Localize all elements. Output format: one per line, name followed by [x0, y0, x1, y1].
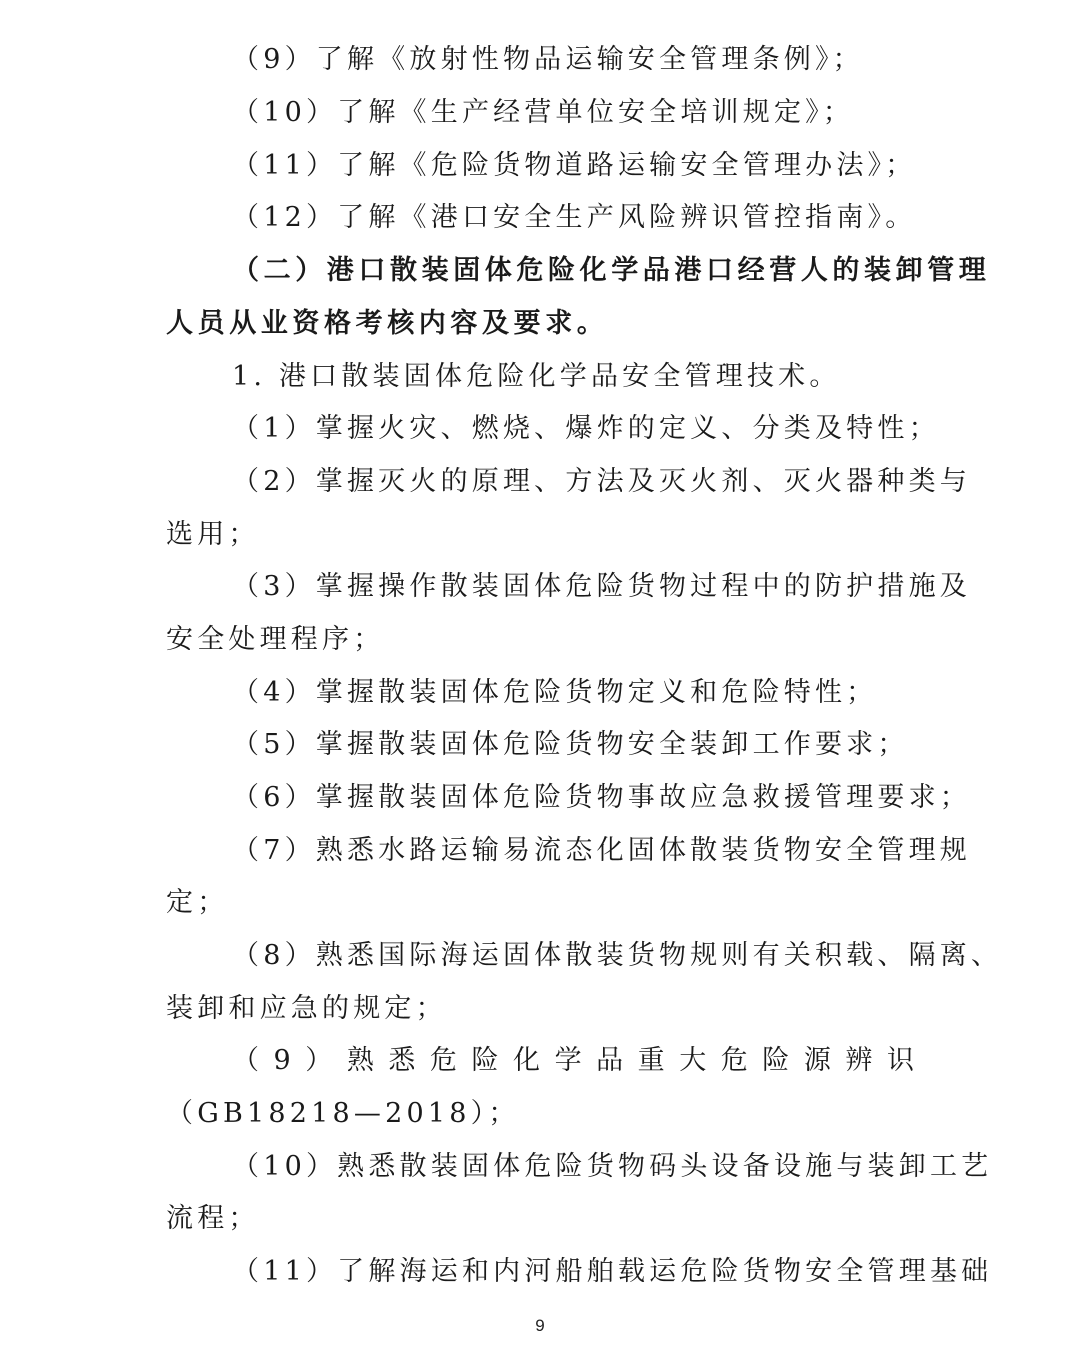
list-item-8: （8）熟悉国际海运固体散装货物规则有关积载、隔离、: [232, 940, 1003, 971]
list-item-11b: （11）了解海运和内河船舶载运危险货物安全管理基础: [232, 1256, 993, 1287]
list-item-10: （10）了解《生产经营单位安全培训规定》；: [232, 97, 855, 128]
list-item-1: （1）掌握火灾、燃烧、爆炸的定义、分类及特性；: [232, 413, 940, 444]
list-item-2-continued: 选用；: [166, 519, 260, 550]
list-item-11: （11）了解《危险货物道路运输安全管理办法》；: [232, 150, 917, 181]
list-item-8-continued: 装卸和应急的规定；: [166, 993, 447, 1024]
list-item-4: （4）掌握散装固体危险货物定义和危险特性；: [232, 677, 878, 708]
list-item-10b: （10）熟悉散装固体危险货物码头设备设施与装卸工艺: [232, 1151, 993, 1182]
list-item-12: （12）了解《港口安全生产风险辨识管控指南》。: [232, 202, 917, 233]
list-item-3-continued: 安全处理程序；: [166, 624, 385, 655]
subsection-heading: 1. 港口散装固体危险化学品安全管理技术。: [232, 361, 841, 392]
list-item-9b-continued: （GB18218—2018）；: [166, 1098, 520, 1129]
list-item-5: （5）掌握散装固体危险货物安全装卸工作要求；: [232, 729, 909, 760]
list-item-6: （6）掌握散装固体危险货物事故应急救援管理要求；: [232, 782, 971, 813]
list-item-9: （9）了解《放射性物品运输安全管理条例》；: [232, 44, 864, 75]
list-item-2: （2）掌握灭火的原理、方法及灭火剂、灭火器种类与: [232, 466, 971, 497]
list-item-7-continued: 定；: [166, 887, 229, 918]
section-heading: （二）港口散装固体危险化学品港口经营人的装卸管理: [232, 255, 991, 286]
page-number: 9: [535, 1316, 545, 1335]
list-item-7: （7）熟悉水路运输易流态化固体散装货物安全管理规: [232, 835, 971, 866]
list-item-3: （3）掌握操作散装固体危险货物过程中的防护措施及: [232, 571, 971, 602]
list-item-9b: （ 9 ） 熟 悉 危 险 化 学 品 重 大 危 险 源 辨 识: [232, 1045, 914, 1076]
section-heading-continued: 人员从业资格考核内容及要求。: [166, 308, 609, 339]
list-item-10b-continued: 流程；: [166, 1203, 260, 1234]
